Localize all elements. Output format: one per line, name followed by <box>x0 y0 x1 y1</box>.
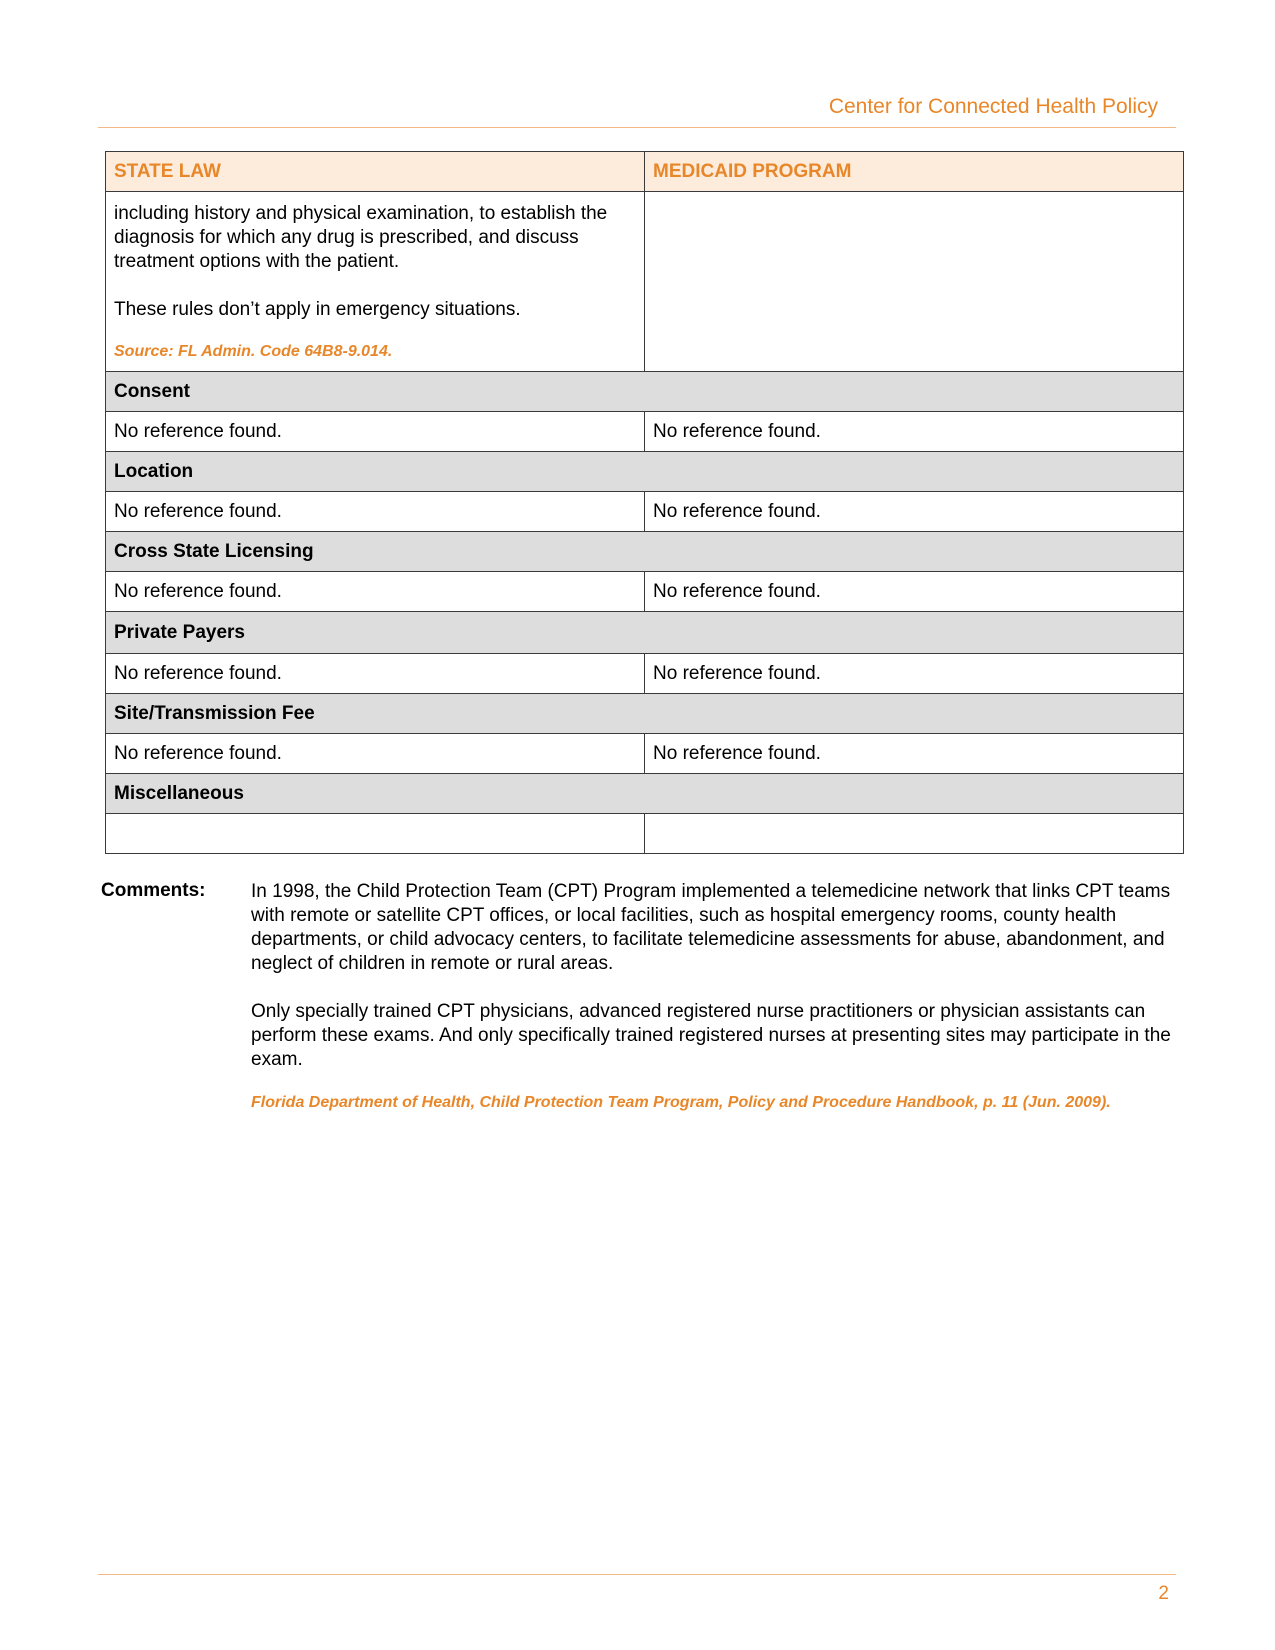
column-header-state-law: STATE LAW <box>106 152 645 192</box>
section-title: Miscellaneous <box>106 774 1184 814</box>
state-law-cell: No reference found. <box>106 492 645 532</box>
section-row-site-transmission-fee <box>106 694 1184 734</box>
state-law-cell: No reference found. <box>106 734 645 774</box>
section-title: Site/Transmission Fee <box>106 694 1184 734</box>
continued-state-law-cell <box>106 192 645 372</box>
policy-table <box>105 151 1184 854</box>
section-row-private-payers <box>106 612 1184 654</box>
comments-paragraph-1: In 1998, the Child Protection Team (CPT) Program implemented a telemedicine network that links CPT teams with remote or satellite CPT offices, or local facilities, such as hospital emergency rooms, county health departments, or child advocacy centers, to facilitate telemedicine assessments for abuse, abandonment, and neglect of children in remote or rural areas. <box>251 881 1171 974</box>
header-organization: Center for Connected Health Policy <box>828 95 1158 118</box>
table-row <box>106 492 1184 532</box>
table-row <box>106 654 1184 694</box>
page-number: 2 <box>1158 1583 1169 1604</box>
comments-source-citation: Florida Department of Health, Child Protection Team Program, Policy and Procedure Handbook, p. 11 (Jun. 2009). <box>251 1094 1111 1111</box>
medicaid-cell: No reference found. <box>645 412 1184 452</box>
header-rule <box>98 127 1176 128</box>
section-title: Location <box>106 452 1184 492</box>
continued-paragraph-1: including history and physical examination, to establish the diagnosis for which any drug is prescribed, and discuss treatment options with the patient. <box>114 203 608 272</box>
continued-medicaid-cell <box>645 192 1184 372</box>
section-row-miscellaneous <box>106 774 1184 814</box>
state-law-cell: No reference found. <box>106 572 645 612</box>
continued-row <box>106 192 1184 372</box>
medicaid-cell: No reference found. <box>645 572 1184 612</box>
table-row <box>106 814 1184 854</box>
table-row <box>106 734 1184 774</box>
medicaid-cell: No reference found. <box>645 654 1184 694</box>
section-row-consent <box>106 372 1184 412</box>
state-law-cell: No reference found. <box>106 654 645 694</box>
section-title: Private Payers <box>106 612 1184 654</box>
medicaid-cell: No reference found. <box>645 734 1184 774</box>
section-row-cross-state-licensing <box>106 532 1184 572</box>
medicaid-cell: No reference found. <box>645 492 1184 532</box>
continued-paragraph-2: These rules don’t apply in emergency situations. <box>114 299 521 320</box>
medicaid-cell <box>645 814 1184 854</box>
section-title: Consent <box>106 372 1184 412</box>
section-title: Cross State Licensing <box>106 532 1184 572</box>
table-header-row <box>106 152 1184 192</box>
column-header-medicaid: MEDICAID PROGRAM <box>645 152 1184 192</box>
continued-source-citation: Source: FL Admin. Code 64B8-9.014. <box>114 343 393 360</box>
table-row <box>106 412 1184 452</box>
comments-label: Comments: <box>101 880 206 901</box>
state-law-cell: No reference found. <box>106 412 645 452</box>
footer-rule <box>98 1574 1176 1575</box>
comments-body <box>251 880 1186 1112</box>
comments-paragraph-2: Only specially trained CPT physicians, advanced registered nurse practitioners or physician assistants can perform these exams. And only specifically trained registered nurses at presenting sites may participate in the exam. <box>251 1001 1171 1070</box>
state-law-cell <box>106 814 645 854</box>
section-row-location <box>106 452 1184 492</box>
table-row <box>106 572 1184 612</box>
